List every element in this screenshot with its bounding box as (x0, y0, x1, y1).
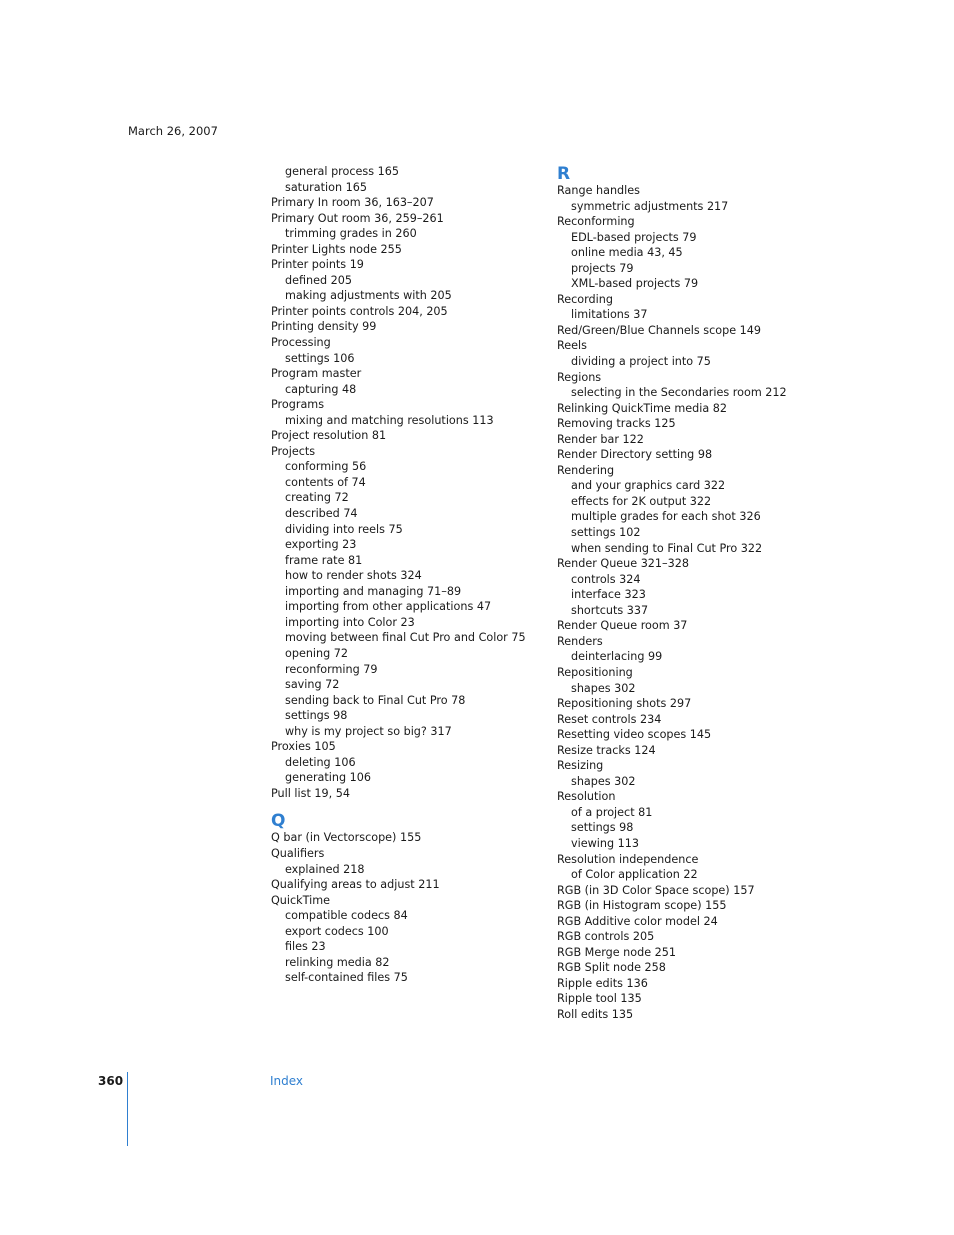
index-entry: Reels (557, 339, 587, 353)
page-date: March 26, 2007 (128, 124, 218, 138)
index-entry: Ripple tool 135 (557, 992, 642, 1006)
index-subentry: shapes 302 (571, 681, 636, 695)
index-entry: Pull list 19, 54 (271, 786, 350, 800)
index-entry: Qualifiers (271, 846, 325, 860)
index-subentry: selecting in the Secondaries room 212 (571, 386, 787, 400)
index-subentry: making adjustments with 205 (285, 289, 452, 303)
index-entry: RGB (in 3D Color Space scope) 157 (557, 883, 755, 897)
footer-divider (127, 1072, 128, 1146)
index-entry: Reset controls 234 (557, 712, 662, 726)
index-entry: Render Directory setting 98 (557, 448, 713, 462)
index-entry: Reconforming (557, 215, 635, 229)
index-entry: Ripple edits 136 (557, 976, 648, 990)
index-subentry: XML-based projects 79 (571, 277, 699, 291)
index-subentry: settings 106 (285, 351, 355, 365)
index-subentry: shapes 302 (571, 774, 636, 788)
index-subentry: settings 98 (571, 821, 634, 835)
index-column-right (557, 164, 832, 1023)
index-subentry: of Color application 22 (571, 868, 698, 882)
index-entry: Resolution (557, 790, 616, 804)
index-subentry: settings 98 (285, 709, 348, 723)
index-subentry: importing and managing 71–89 (285, 584, 462, 598)
index-entry: Render bar 122 (557, 432, 644, 446)
index-entry: Removing tracks 125 (557, 417, 676, 431)
index-entry: Printer points 19 (271, 258, 364, 272)
index-entry: Qualifying areas to adjust 211 (271, 878, 440, 892)
index-entry: Renders (557, 634, 603, 648)
index-entry: Render Queue 321–328 (557, 557, 689, 571)
index-subentry: when sending to Final Cut Pro 322 (571, 541, 763, 555)
index-entry: RGB Split node 258 (557, 961, 666, 975)
index-entry: Relinking QuickTime media 82 (557, 401, 728, 415)
index-entry: Roll edits 135 (557, 1007, 634, 1021)
index-entry: Printer Lights node 255 (271, 242, 402, 256)
index-entry: Resetting video scopes 145 (557, 728, 712, 742)
index-subentry: viewing 113 (571, 836, 639, 850)
index-subentry: dividing into reels 75 (285, 522, 403, 536)
index-entry: Primary In room 36, 163–207 (271, 196, 434, 210)
index-entry: Regions (557, 370, 602, 384)
index-entry: Repositioning (557, 665, 633, 679)
index-section-letter: R (557, 164, 571, 184)
index-subentry: online media 43, 45 (571, 246, 683, 260)
page-number: 360 (98, 1074, 124, 1088)
index-subentry: importing from other applications 47 (285, 600, 492, 614)
index-subentry: sending back to Final Cut Pro 78 (285, 693, 466, 707)
index-subentry: exporting 23 (285, 538, 357, 552)
index-subentry: frame rate 81 (285, 553, 363, 567)
index-entry: Projects (271, 444, 316, 458)
index-subentry: opening 72 (285, 646, 349, 660)
index-entry: Processing (271, 336, 331, 350)
index-subentry: EDL-based projects 79 (571, 230, 697, 244)
index-subentry: reconforming 79 (285, 662, 378, 676)
index-subentry: described 74 (285, 507, 358, 521)
index-entry: Program master (271, 367, 362, 381)
index-entry: QuickTime (271, 893, 331, 907)
index-entry: Resolution independence (557, 852, 699, 866)
footer-section-link[interactable]: Index (270, 1074, 304, 1088)
index-entry: RGB Merge node 251 (557, 945, 676, 959)
index-subentry: moving between final Cut Pro and Color 75 (285, 631, 526, 645)
index-entry: Project resolution 81 (271, 429, 387, 443)
index-section-letter: Q (271, 811, 286, 832)
index-entry: Recording (557, 292, 613, 306)
index-subentry: multiple grades for each shot 326 (571, 510, 761, 524)
index-subentry: of a project 81 (571, 805, 653, 819)
index-entry: Render Queue room 37 (557, 619, 688, 633)
index-subentry: conforming 56 (285, 460, 367, 474)
index-subentry: why is my project so big? 317 (285, 724, 452, 738)
index-subentry: contents of 74 (285, 475, 366, 489)
index-column-left (271, 164, 546, 986)
index-subentry: general process 165 (285, 165, 399, 178)
index-subentry: dividing a project into 75 (571, 355, 711, 369)
index-entry: Programs (271, 398, 325, 412)
index-entry: Repositioning shots 297 (557, 697, 692, 711)
index-entry: Printer points controls 204, 205 (271, 304, 448, 318)
index-subentry: projects 79 (571, 261, 634, 275)
index-entry: RGB controls 205 (557, 930, 655, 944)
index-subentry: deleting 106 (285, 755, 356, 769)
index-entry: Resize tracks 124 (557, 743, 656, 757)
index-subentry: capturing 48 (285, 382, 357, 396)
index-subentry: compatible codecs 84 (285, 909, 408, 923)
index-subentry: controls 324 (571, 572, 641, 586)
index-entry: Q bar (in Vectorscope) 155 (271, 831, 422, 845)
index-subentry: self-contained files 75 (285, 971, 408, 985)
index-entry: Printing density 99 (271, 320, 377, 334)
index-subentry: relinking media 82 (285, 955, 390, 969)
index-subentry: interface 323 (571, 588, 646, 602)
index-subentry: defined 205 (285, 273, 353, 287)
index-entry: Rendering (557, 463, 615, 477)
index-subentry: effects for 2K output 322 (571, 494, 712, 508)
index-subentry: explained 218 (285, 862, 365, 876)
index-subentry: how to render shots 324 (285, 569, 422, 583)
index-subentry: symmetric adjustments 217 (571, 199, 729, 213)
index-subentry: deinterlacing 99 (571, 650, 663, 664)
index-subentry: limitations 37 (571, 308, 648, 322)
index-entry: Resizing (557, 759, 604, 773)
index-entry: Range handles (557, 184, 640, 197)
index-subentry: and your graphics card 322 (571, 479, 726, 493)
index-subentry: trimming grades in 260 (285, 227, 417, 241)
index-subentry: export codecs 100 (285, 924, 389, 938)
index-subentry: generating 106 (285, 771, 372, 785)
index-subentry: settings 102 (571, 526, 641, 540)
index-subentry: creating 72 (285, 491, 349, 505)
index-subentry: shortcuts 337 (571, 603, 649, 617)
index-subentry: mixing and matching resolutions 113 (285, 413, 494, 427)
index-entry: RGB Additive color model 24 (557, 914, 718, 928)
index-subentry: importing into Color 23 (285, 615, 415, 629)
index-entry: RGB (in Histogram scope) 155 (557, 899, 727, 913)
index-entry: Proxies 105 (271, 740, 336, 754)
index-subentry: saving 72 (285, 678, 340, 692)
index-entry: Primary Out room 36, 259–261 (271, 211, 444, 225)
index-subentry: files 23 (285, 940, 326, 954)
index-subentry: saturation 165 (285, 180, 367, 194)
index-entry: Red/Green/Blue Channels scope 149 (557, 323, 762, 337)
